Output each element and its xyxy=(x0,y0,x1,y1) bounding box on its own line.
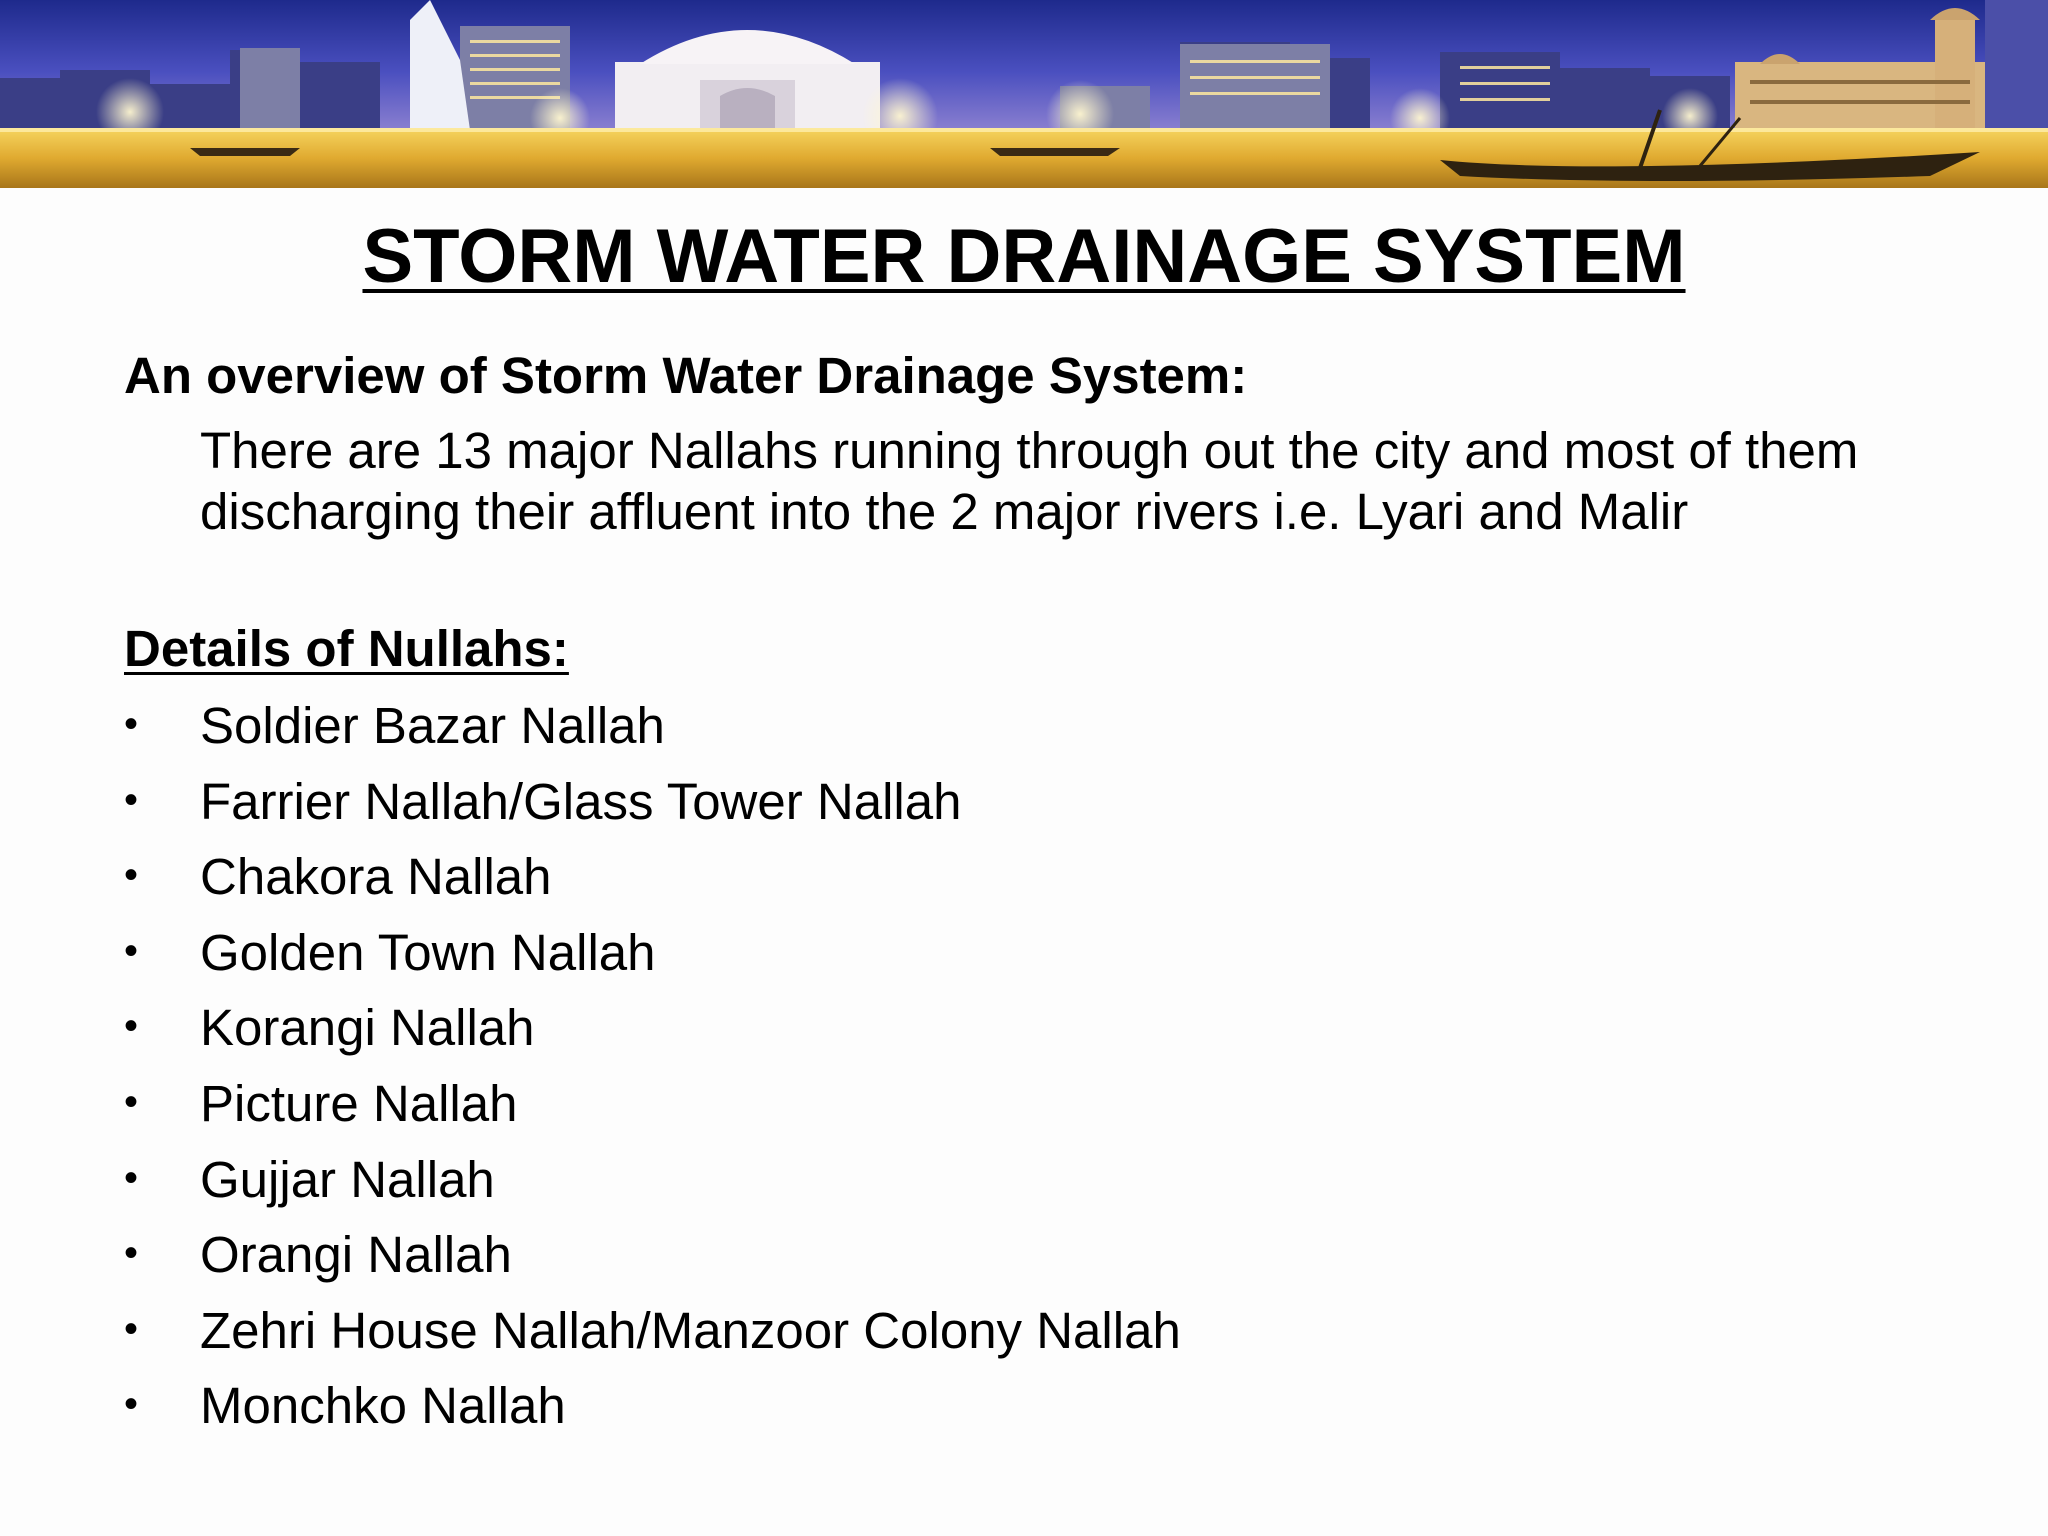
list-item-text: Zehri House Nallah/Manzoor Colony Nallah xyxy=(200,1301,1181,1359)
list-item-text: Chakora Nallah xyxy=(200,848,552,906)
list-item-text: Farrier Nallah/Glass Tower Nallah xyxy=(200,772,962,830)
bullet-icon: • xyxy=(124,928,139,973)
banner-image xyxy=(0,0,2048,188)
list-item-text: Gujjar Nallah xyxy=(200,1150,495,1208)
bullet-icon: • xyxy=(124,1155,139,1200)
city-skyline-photo-icon xyxy=(0,0,2048,188)
bullet-icon: • xyxy=(124,1004,139,1049)
list-item-text: Soldier Bazar Nallah xyxy=(200,697,665,754)
bullet-icon: • xyxy=(124,777,139,822)
bullet-icon: • xyxy=(124,1306,139,1351)
list-item-text: Orangi Nallah xyxy=(200,1226,512,1284)
overview-paragraph: There are 13 major Nallahs running through out the city and most of them discharging their affluent into the 2 major rivers i.e. Lyari and Malir xyxy=(200,422,1859,540)
details-heading: Details of Nullahs: xyxy=(124,620,569,677)
overview-heading: An overview of Storm Water Drainage System: xyxy=(124,347,1248,404)
bullet-icon: • xyxy=(124,853,139,898)
bullet-icon: • xyxy=(124,702,139,746)
slide-title: STORM WATER DRAINAGE SYSTEM xyxy=(362,214,1686,299)
bullet-icon: • xyxy=(124,1079,139,1124)
bullet-icon: • xyxy=(124,1382,139,1427)
list-item-text: Korangi Nallah xyxy=(200,999,535,1057)
list-item-text: Monchko Nallah xyxy=(200,1377,566,1435)
list-item-text: Picture Nallah xyxy=(200,1074,518,1132)
bullet-icon: • xyxy=(124,1231,139,1276)
list-item-text: Golden Town Nallah xyxy=(200,923,656,981)
